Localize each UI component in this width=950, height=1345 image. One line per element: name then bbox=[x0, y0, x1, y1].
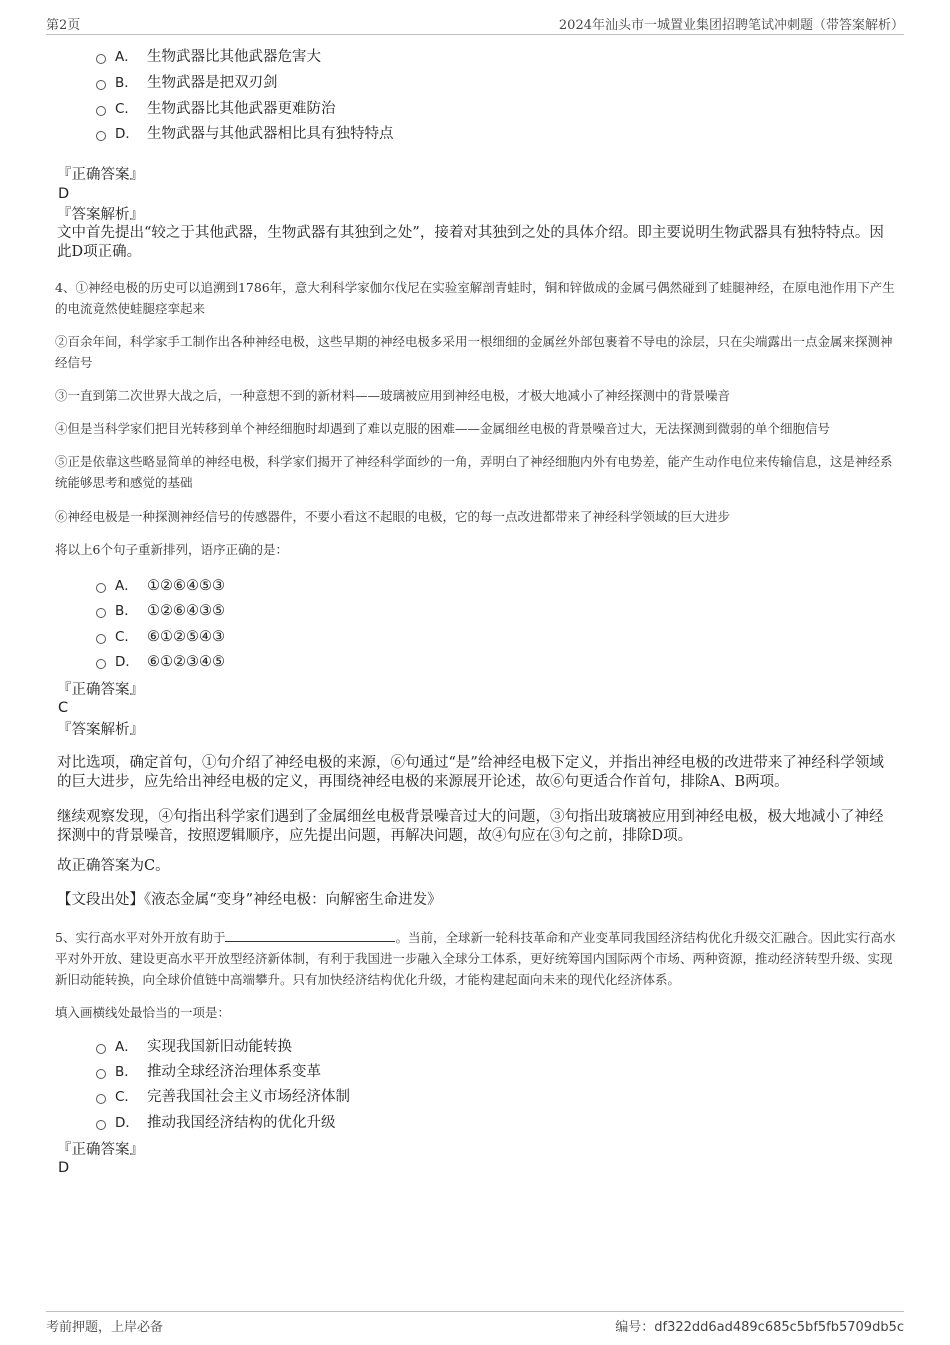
document-code: 编号：df322dd6ad489c685c5bf5fb5709db5c bbox=[615, 1320, 904, 1335]
radio-icon[interactable] bbox=[96, 583, 106, 593]
q5-option-d[interactable]: D． 推动我国经济结构的优化升级 bbox=[96, 1113, 336, 1133]
radio-icon[interactable] bbox=[96, 54, 106, 64]
q4-option-a[interactable]: A． ①②⑥④⑤③ bbox=[96, 576, 225, 596]
q4-option-b[interactable]: B． ①②⑥④③⑤ bbox=[96, 601, 225, 621]
q5-option-c[interactable]: C． 完善我国社会主义市场经济体制 bbox=[96, 1087, 350, 1107]
q5-stem: 5、实行高水平对外开放有助于 。当前，全球新一轮科技革命和产业变革同我国经济结构优化升级交汇融合。因此实行高水平对外开放、建设更高水平开放型经济新体制，有利于我国进一步融入全球分工体系，更好统筹国内国际两个市场、两种资源，推动经济转型升级、实现新旧动能转换，向全球价值链中高端攀升。只有加快经济结构优化升级，才能构建起面向未来的现代化经济体系。 bbox=[55, 930, 896, 987]
q4-answer-label: 『正确答案』 bbox=[57, 682, 144, 698]
page-number: 第2页 bbox=[46, 18, 81, 33]
radio-icon[interactable] bbox=[96, 634, 106, 644]
radio-icon[interactable] bbox=[96, 659, 106, 669]
q5-option-a[interactable]: A． 实现我国新旧动能转换 bbox=[96, 1037, 292, 1057]
q4-sentence-6: ⑥神经电极是一种探测神经信号的传感器件，不要小看这不起眼的电极，它的每一点改进都带来了神经科学领域的巨大进步 bbox=[55, 509, 731, 524]
q3-option-a[interactable]: A． 生物武器比其他武器危害大 bbox=[96, 47, 321, 67]
q4-sentence-5: ⑤正是依靠这些略显简单的神经电极，科学家们揭开了神经科学面纱的一角，弄明白了神经细胞内外有电势差，能产生动作电位来传输信息，这是神经系统能够思考和感觉的基础 bbox=[55, 454, 893, 490]
q4-prompt: 将以上6个句子重新排列，语序正确的是： bbox=[55, 542, 288, 557]
page-header bbox=[46, 14, 904, 35]
document-title: 2024年汕头市一城置业集团招聘笔试冲刺题（带答案解析） bbox=[558, 18, 904, 33]
q4-sentence-2: ②百余年间，科学家手工制作出各种神经电极，这些早期的神经电极多采用一根细细的金属丝外部包裹着不导电的涂层，只在尖端露出一点金属来探测神经信号 bbox=[55, 334, 893, 370]
radio-icon[interactable] bbox=[96, 131, 106, 141]
radio-icon[interactable] bbox=[96, 1069, 106, 1079]
page-footer bbox=[46, 1311, 904, 1335]
q5-prompt: 填入画横线处最恰当的一项是： bbox=[55, 1005, 231, 1020]
radio-icon[interactable] bbox=[96, 106, 106, 116]
q3-answer: D bbox=[58, 186, 70, 202]
q3-option-b[interactable]: B． 生物武器是把双刃剑 bbox=[96, 73, 278, 93]
radio-icon[interactable] bbox=[96, 608, 106, 618]
q5-option-b[interactable]: B． 推动全球经济治理体系变革 bbox=[96, 1062, 321, 1082]
footer-slogan: 考前押题，上岸必备 bbox=[46, 1320, 164, 1335]
q3-analysis: 文中首先提出“较之于其他武器，生物武器有其独到之处”，接着对其独到之处的具体介绍。即主要说明生物武器具有独特特点。因此D项正确。 bbox=[57, 225, 884, 260]
q3-answer-label: 『正确答案』 bbox=[57, 167, 144, 183]
q3-analysis-label: 『答案解析』 bbox=[57, 207, 144, 223]
q4-option-c[interactable]: C． ⑥①②⑤④③ bbox=[96, 627, 225, 647]
fill-blank bbox=[225, 929, 395, 942]
q5-answer-label: 『正确答案』 bbox=[57, 1142, 144, 1158]
q4-sentence-4: ④但是当科学家们把目光转移到单个神经细胞时却遇到了难以克服的困难——金属细丝电极的背景噪音过大，无法探测到微弱的单个细胞信号 bbox=[55, 421, 831, 436]
radio-icon[interactable] bbox=[96, 1094, 106, 1104]
q4-answer: C bbox=[58, 700, 69, 716]
q4-option-d[interactable]: D． ⑥①②③④⑤ bbox=[96, 652, 225, 672]
q4-analysis-1: 对比选项，确定首句，①句介绍了神经电极的来源，⑥句通过“是”给神经电极下定义，并指出神经电极的改进带来了神经科学领域的巨大进步，应先给出神经电极的定义，再围绕神经电极的来源展开论述，故⑥句更适合作首句，排除A、B两项。 bbox=[57, 755, 884, 790]
q3-option-c[interactable]: C． 生物武器比其他武器更难防治 bbox=[96, 99, 336, 119]
radio-icon[interactable] bbox=[96, 1044, 106, 1054]
q4-analysis-3: 故正确答案为C。 bbox=[57, 858, 170, 874]
q4-source: 【文段出处】《液态金属“变身”神经电极：向解密生命进发》 bbox=[57, 892, 442, 908]
q4-sentence-3: ③一直到第二次世界大战之后，一种意想不到的新材料——玻璃被应用到神经电极，才极大地减小了神经探测中的背景噪音 bbox=[55, 388, 731, 403]
radio-icon[interactable] bbox=[96, 80, 106, 90]
q3-option-d[interactable]: D． 生物武器与其他武器相比具有独特特点 bbox=[96, 124, 394, 144]
radio-icon[interactable] bbox=[96, 1120, 106, 1130]
q4-sentence-1: 4、①神经电极的历史可以追溯到1786年，意大利科学家伽尔伐尼在实验室解剖青蛙时，铜和锌做成的金属弓偶然碰到了蛙腿神经，在原电池作用下产生的电流竟然使蛙腿痉挛起来 bbox=[55, 280, 895, 316]
q5-answer: D bbox=[58, 1160, 70, 1176]
q4-analysis-2: 继续观察发现，④句指出科学家们遇到了金属细丝电极背景噪音过大的问题，③句指出玻璃被应用到神经电极，极大地减小了神经探测中的背景噪音，按照逻辑顺序，应先提出问题，再解决问题，故④句应在③句之前，排除D项。 bbox=[57, 809, 884, 844]
q4-analysis-label: 『答案解析』 bbox=[57, 722, 144, 738]
